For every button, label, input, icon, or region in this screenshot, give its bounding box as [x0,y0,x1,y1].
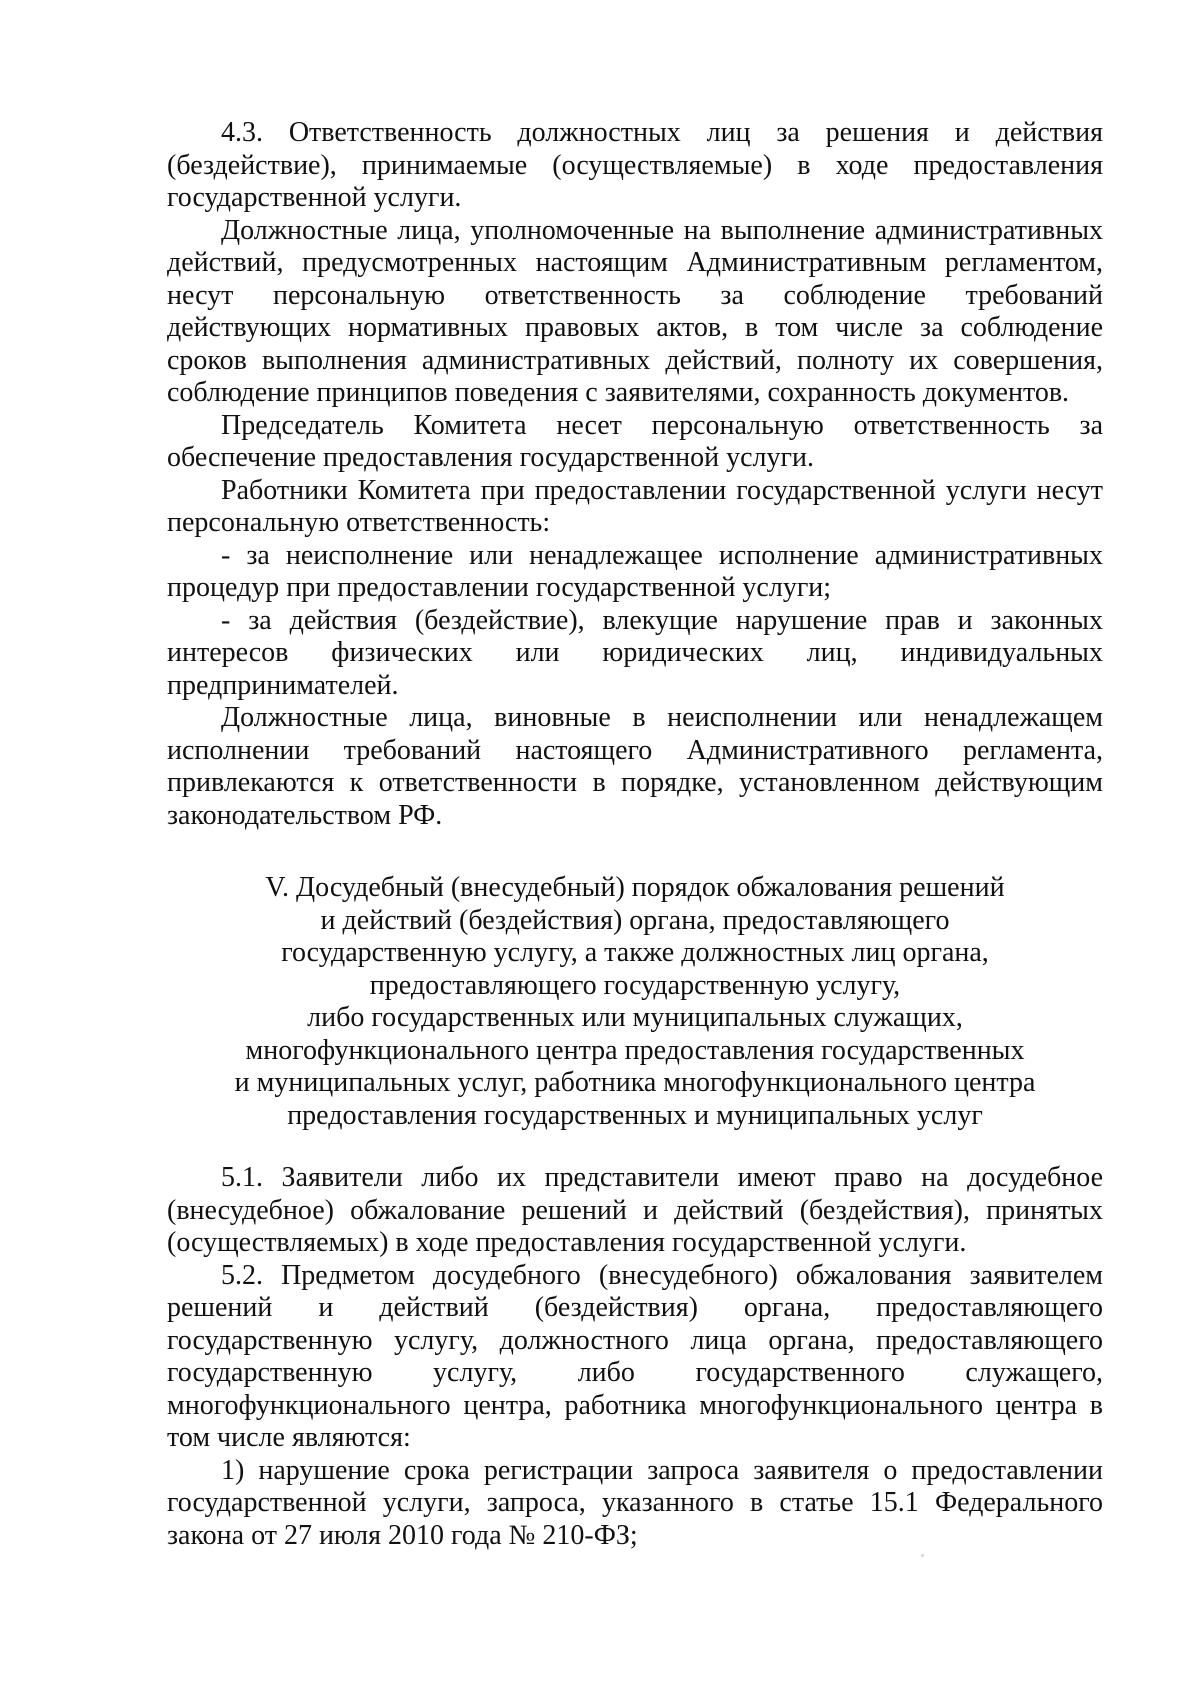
list-item-rights-violation: - за действия (бездействие), влекущие нарушение прав и законных интересов физических или юридических лиц, индивидуальных предпринимателей. [167,604,1103,701]
heading-line: V. Досудебный (внесудебный) порядок обжалования решений [265,872,1005,903]
section-4-3-body [167,117,1103,832]
section-5-body [167,1162,1103,1552]
paragraph-liability: Должностные лица, виновные в неисполнении или ненадлежащем исполнении требований настоящего Административного регламента, привлекаются к ответственности в порядке, установленном действующим законодательством РФ. [167,702,1103,831]
paragraph-5-1: 5.1. Заявители либо их представители имеют право на досудебное (внесудебное) обжалование решений и действий (бездействия), принятых (осуществляемых) в ходе предоставления государственной услуги. [167,1162,1103,1258]
list-item-non-execution: - за неисполнение или ненадлежащее исполнение административных процедур при предоставлении государственной услуги; [167,539,1103,603]
heading-line: государственную услугу, а также должностных лиц органа, [281,937,989,968]
section-5-heading [167,872,1103,1132]
scan-speck [921,1554,924,1557]
paragraph-chairman-responsibility: Председатель Комитета несет персональную ответственность за обеспечение предоставления государственной услуги. [167,409,1103,473]
heading-line: предоставляющего государственную услугу, [369,969,901,1001]
paragraph-officials-responsibility: Должностные лица, уполномоченные на выполнение административных действий, предусмотренных настоящим Административным регламентом, несут персональную ответственность за соблюдение требований действующих нормативных правовых актов, в том числе за соблюдение сроков выполнения административных действий, полноту их совершения, соблюдение принципов поведения с заявителями, сохранность документов. [167,214,1103,408]
heading-line: и муниципальных услуг, работника многофункционального центра [234,1067,1036,1098]
paragraph-5-2: 5.2. Предметом досудебного (внесудебного) обжалования заявителем решений и действий (бездействия) органа, предоставляющего государственную услугу, должностного лица органа, предоставляющего государственную услугу, либо государственного служащего, многофункционального центра, работника многофункционального центра в том числе являются: [167,1259,1103,1453]
list-item-registration-deadline: 1) нарушение срока регистрации запроса заявителя о предоставлении государственной услуги, запроса, указанного в статье 15.1 Федерального закона от 27 июля 2010 года № 210-ФЗ; [167,1454,1103,1551]
paragraph-4-3-title: 4.3. Ответственность должностных лиц за решения и действия (бездействие), принимаемые (осуществляемые) в ходе предоставления государственной услуги. [167,117,1103,213]
heading-line: и действий (бездействия) органа, предоставляющего [320,904,950,936]
heading-line: предоставления государственных и муниципальных услуг [287,1099,983,1131]
heading-line: многофункционального центра предоставления государственных [245,1034,1025,1066]
paragraph-employees-responsibility: Работники Комитета при предоставлении государственной услуги несут персональную ответственность: [167,474,1103,538]
heading-line: либо государственных или муниципальных служащих, [307,1002,963,1033]
